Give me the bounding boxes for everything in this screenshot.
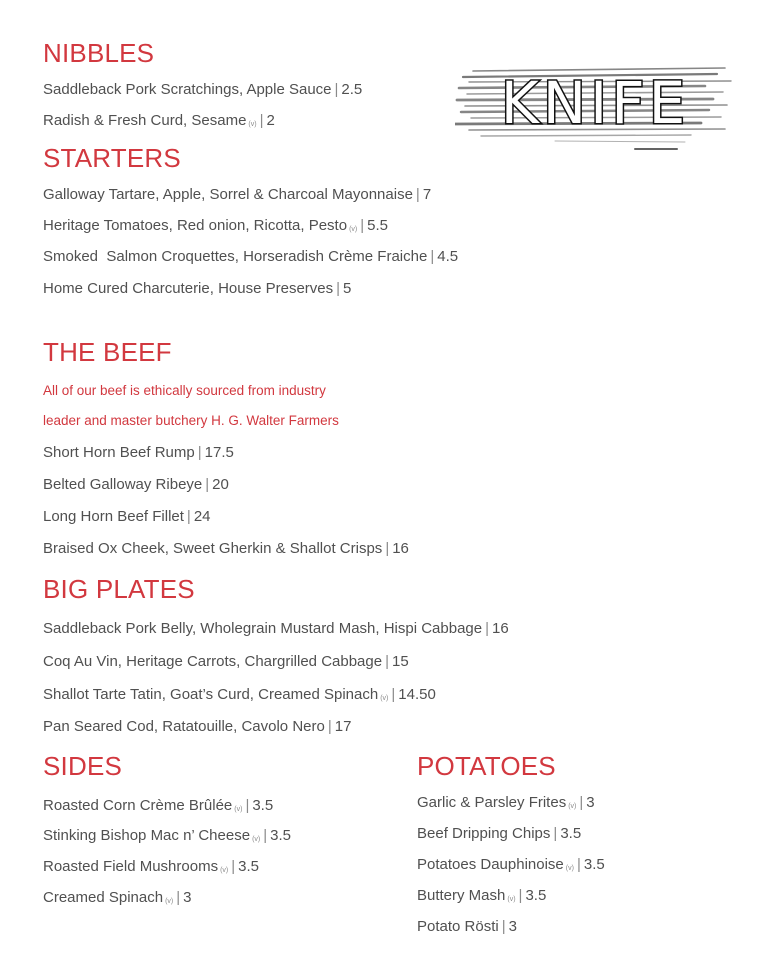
item-price: 16 — [392, 540, 409, 557]
menu-item — [43, 540, 409, 557]
item-name: Potatoes Dauphinoise — [417, 856, 564, 873]
separator: | — [327, 718, 332, 735]
separator: | — [576, 856, 581, 873]
separator: | — [360, 217, 365, 234]
beef-note-line-1: All of our beef is ethically sourced from industry — [43, 383, 326, 398]
menu-item — [43, 686, 436, 703]
menu-item — [43, 217, 388, 234]
beef-note-line-2: leader and master butchery H. G. Walter Farmers — [43, 413, 339, 428]
vegetarian-mark: (v) — [165, 898, 174, 905]
menu-item — [417, 856, 605, 873]
separator: | — [415, 186, 420, 203]
menu-item — [417, 887, 546, 904]
item-price: 3.5 — [583, 856, 605, 873]
menu-item — [417, 825, 581, 842]
item-name: Stinking Bishop Mac n’ Cheese — [43, 827, 251, 844]
item-price: 5 — [343, 280, 352, 297]
item-name: Beef Dripping Chips — [417, 825, 551, 842]
menu-item — [43, 81, 362, 98]
item-name: Coq Au Vin, Heritage Carrots, Chargrilled Cabbage — [43, 653, 383, 670]
section-title-potatoes: POTATOES — [417, 751, 556, 781]
separator: | — [553, 825, 558, 842]
item-name: Garlic & Parsley Frites — [417, 794, 567, 811]
item-price: 3.5 — [238, 858, 260, 875]
section-title-nibbles: NIBBLES — [43, 38, 155, 68]
section-title-sides: SIDES — [43, 751, 123, 781]
separator: | — [334, 81, 339, 98]
separator: | — [518, 887, 523, 904]
menu-item — [43, 476, 229, 493]
vegetarian-mark: (v) — [248, 121, 257, 128]
item-name: Heritage Tomatoes, Red onion, Ricotta, Pesto — [43, 217, 348, 234]
menu-item — [43, 112, 275, 129]
item-name: Buttery Mash — [417, 887, 506, 904]
separator: | — [385, 540, 390, 557]
item-name: Galloway Tartare, Apple, Sorrel & Charcoal Mayonnaise — [43, 186, 413, 203]
item-name: Potato Rösti — [417, 918, 499, 935]
separator: | — [245, 797, 250, 814]
separator: | — [197, 444, 202, 461]
separator: | — [231, 858, 236, 875]
menu-item — [43, 280, 351, 297]
separator: | — [336, 280, 341, 297]
item-price: 20 — [212, 476, 229, 493]
menu-item — [43, 653, 409, 670]
separator: | — [485, 620, 490, 637]
item-price: 17 — [334, 718, 352, 735]
item-name: Shallot Tarte Tatin, Goat’s Curd, Creamed Spinach — [43, 686, 379, 703]
menu-item — [43, 186, 431, 203]
section-title-beef: THE BEEF — [43, 337, 172, 367]
menu-item — [43, 797, 273, 814]
item-price: 2 — [266, 112, 275, 129]
item-price: 4.5 — [437, 248, 459, 265]
menu-item — [43, 508, 211, 525]
menu-item — [417, 918, 517, 935]
item-name: Roasted Field Mushrooms — [43, 858, 219, 875]
menu-item — [43, 827, 291, 844]
item-price: 15 — [391, 653, 409, 670]
item-name: Smoked Salmon Croquettes, Horseradish Crème Fraiche — [43, 248, 428, 265]
item-name: Pan Seared Cod, Ratatouille, Cavolo Nero — [43, 718, 325, 735]
item-price: 17.5 — [204, 444, 234, 461]
item-name: Home Cured Charcuterie, House Preserves — [43, 280, 334, 297]
item-name: Saddleback Pork Scratchings, Apple Sauce — [43, 81, 332, 98]
item-price: 3.5 — [525, 887, 547, 904]
separator: | — [579, 794, 584, 811]
item-price: 3 — [183, 889, 192, 906]
separator: | — [205, 476, 210, 493]
vegetarian-mark: (v) — [252, 836, 261, 843]
menu-item — [417, 794, 595, 811]
vegetarian-mark: (v) — [565, 865, 574, 872]
item-name: Short Horn Beef Rump — [43, 444, 195, 461]
item-price: 16 — [492, 620, 509, 637]
item-name: Belted Galloway Ribeye — [43, 476, 203, 493]
separator: | — [391, 686, 396, 703]
vegetarian-mark: (v) — [234, 806, 243, 813]
item-name: Braised Ox Cheek, Sweet Gherkin & Shallot Crisps — [43, 540, 383, 557]
menu-item — [43, 858, 259, 875]
item-name: Radish & Fresh Curd, Sesame — [43, 112, 247, 129]
separator: | — [430, 248, 435, 265]
item-price: 3.5 — [560, 825, 582, 842]
item-price: 3.5 — [270, 827, 291, 844]
item-price: 14.50 — [398, 686, 436, 703]
item-price: 2.5 — [341, 81, 363, 98]
item-price: 24 — [193, 508, 211, 525]
menu-item — [43, 620, 509, 637]
section-title-starters: STARTERS — [43, 143, 181, 173]
vegetarian-mark: (v) — [380, 695, 389, 702]
vegetarian-mark: (v) — [568, 803, 577, 810]
vegetarian-mark: (v) — [349, 226, 358, 233]
item-name: Creamed Spinach — [43, 889, 164, 906]
separator: | — [385, 653, 389, 670]
vegetarian-mark: (v) — [507, 896, 516, 903]
item-name: Saddleback Pork Belly, Wholegrain Mustard Mash, Hispi Cabbage — [43, 620, 483, 637]
section-title-big-plates: BIG PLATES — [43, 574, 195, 604]
separator: | — [501, 918, 506, 935]
menu-item — [43, 444, 234, 461]
menu-item — [43, 718, 351, 735]
svg-text:KNIFE: KNIFE — [500, 69, 690, 137]
item-name: Roasted Corn Crème Brûlée — [43, 797, 233, 814]
item-price: 3 — [586, 794, 595, 811]
item-price: 7 — [422, 186, 432, 203]
separator: | — [186, 508, 191, 525]
separator: | — [176, 889, 181, 906]
vegetarian-mark: (v) — [220, 867, 229, 874]
item-price: 3.5 — [252, 797, 274, 814]
item-price: 3 — [508, 918, 517, 935]
menu-item — [43, 889, 192, 906]
menu-item — [43, 248, 458, 265]
item-price: 5.5 — [367, 217, 388, 234]
separator: | — [259, 112, 264, 129]
item-name: Long Horn Beef Fillet — [43, 508, 184, 525]
separator: | — [263, 827, 268, 844]
knife-logo — [455, 55, 735, 155]
